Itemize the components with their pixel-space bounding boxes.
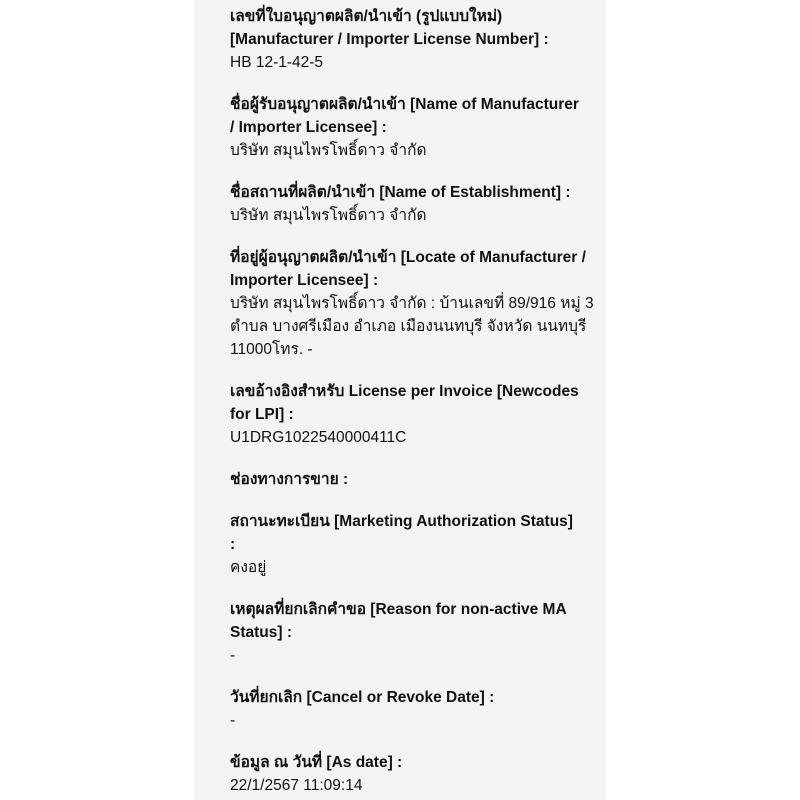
field-inactive-reason — [230, 598, 600, 667]
field-value: บริษัท สมุนไพรโพธิ์ดาว จำกัด — [230, 207, 427, 224]
field-label: ชื่อสถานที่ผลิต/นำเข้า [Name of Establishment] : — [230, 184, 571, 201]
field-sales-channel — [230, 468, 600, 491]
field-label: ช่องทางการขาย : — [230, 471, 349, 488]
field-value: HB 12-1-42-5 — [230, 54, 324, 71]
field-value: 22/1/2567 11:09:14 — [230, 777, 363, 794]
field-label: เหตุผลที่ยกเลิกคำขอ [Reason for non-active MA Status] : — [230, 601, 567, 641]
field-establishment-name — [230, 181, 600, 227]
field-label: ชื่อผู้รับอนุญาตผลิต/นำเข้า [Name of Manufacturer / Importer Licensee] : — [230, 96, 579, 136]
field-value: - — [230, 647, 236, 664]
field-license-number — [230, 5, 600, 74]
license-detail-list — [230, 5, 600, 800]
field-label: ที่อยู่ผู้อนุญาตผลิต/นำเข้า [Locate of Manufacturer / Importer Licensee] : — [230, 249, 586, 289]
field-label: เลขอ้างอิงสำหรับ License per Invoice [Newcodes for LPI] : — [230, 383, 579, 423]
field-lpi-code — [230, 380, 600, 449]
field-label: ข้อมูล ณ วันที่ [As date] : — [230, 754, 403, 771]
field-ma-status — [230, 510, 600, 579]
field-licensee-address — [230, 246, 600, 361]
detail-panel — [194, 0, 606, 800]
field-licensee-name — [230, 93, 600, 162]
field-cancel-date — [230, 686, 600, 732]
field-label: เลขที่ใบอนุญาตผลิต/นำเข้า (รูปแบบใหม่) [Manufacturer / Importer License Number] : — [230, 8, 549, 48]
field-value: บริษัท สมุนไพรโพธิ์ดาว จำกัด : บ้านเลขที่ 89/916 หมู่ 3 ตำบล บางศรีเมือง อำเภอ เมืองนนทบุรี จังหวัด นนทบุรี 11000โทร. - — [230, 295, 594, 358]
field-label: วันที่ยกเลิก [Cancel or Revoke Date] : — [230, 689, 495, 706]
field-as-date — [230, 751, 600, 797]
field-value: บริษัท สมุนไพรโพธิ์ดาว จำกัด — [230, 142, 427, 159]
field-label: สถานะทะเบียน [Marketing Authorization Status] : — [230, 513, 573, 553]
field-value: U1DRG1022540000411C — [230, 429, 407, 446]
field-value: - — [230, 712, 236, 729]
field-value: คงอยู่ — [230, 559, 267, 576]
